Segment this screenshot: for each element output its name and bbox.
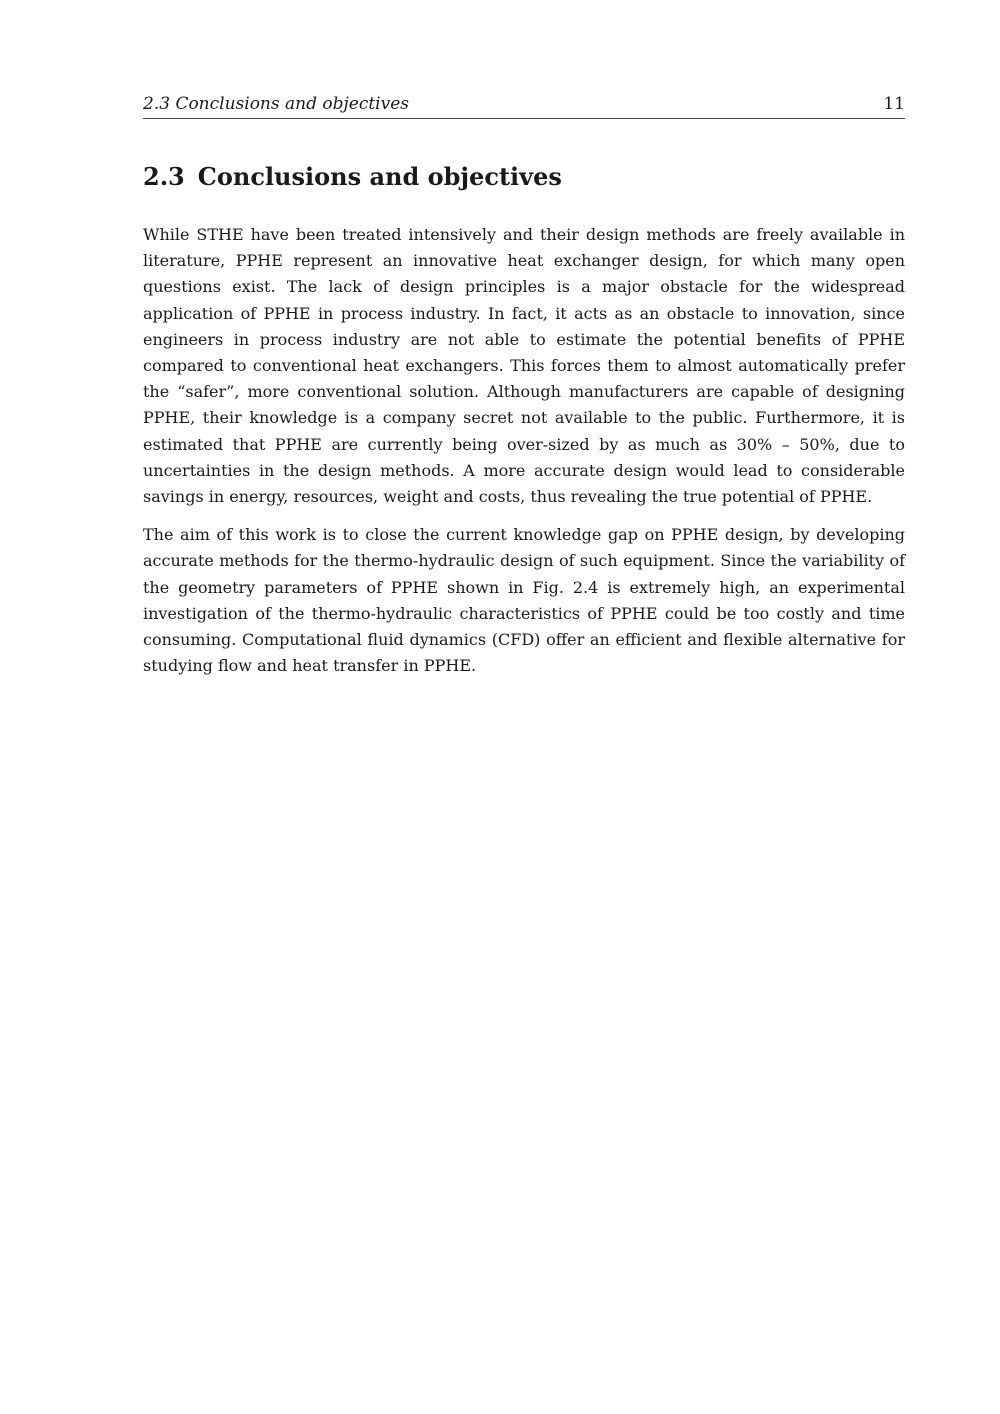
section-title: Conclusions and objectives (197, 162, 562, 191)
page-number: 11 (883, 94, 905, 114)
body-text (143, 222, 905, 691)
running-header-title: 2.3 Conclusions and objectives (143, 94, 410, 114)
running-header (143, 92, 905, 119)
section-heading (143, 160, 562, 194)
paragraph: While STHE have been treated intensively and their design methods are freely available in literature, PPHE represent an innovative heat exchanger design, for which many open questions exist. The lack of design principles is a major obstacle for the widespread application of PPHE in process industry. In fact, it acts as an obstacle to innovation, since engineers in process industry are not able to estimate the potential benefits of PPHE compared to conventional heat exchangers. This forces them to almost automatically prefer the “safer”, more conventional solution. Although manufacturers are capable of designing PPHE, their knowledge is a company secret not available to the public. Furthermore, it is estimated that PPHE are currently being over-sized by as much as 30% – 50%, due to uncertainties in the design methods. A more accurate design would lead to considerable savings in energy, resources, weight and costs, thus revealing the true potential of PPHE. (143, 225, 905, 507)
section-number: 2.3 (143, 162, 185, 191)
paragraph: The aim of this work is to close the current knowledge gap on PPHE design, by developing accurate methods for the thermo-hydraulic design of such equipment. Since the variability of the geometry parameters of PPHE shown in Fig. 2.4 is extremely high, an experimental investigation of the thermo-hydraulic characteristics of PPHE could be too costly and time consuming. Computational fluid dynamics (CFD) offer an efficient and flexible alternative for studying flow and heat transfer in PPHE. (143, 525, 905, 676)
